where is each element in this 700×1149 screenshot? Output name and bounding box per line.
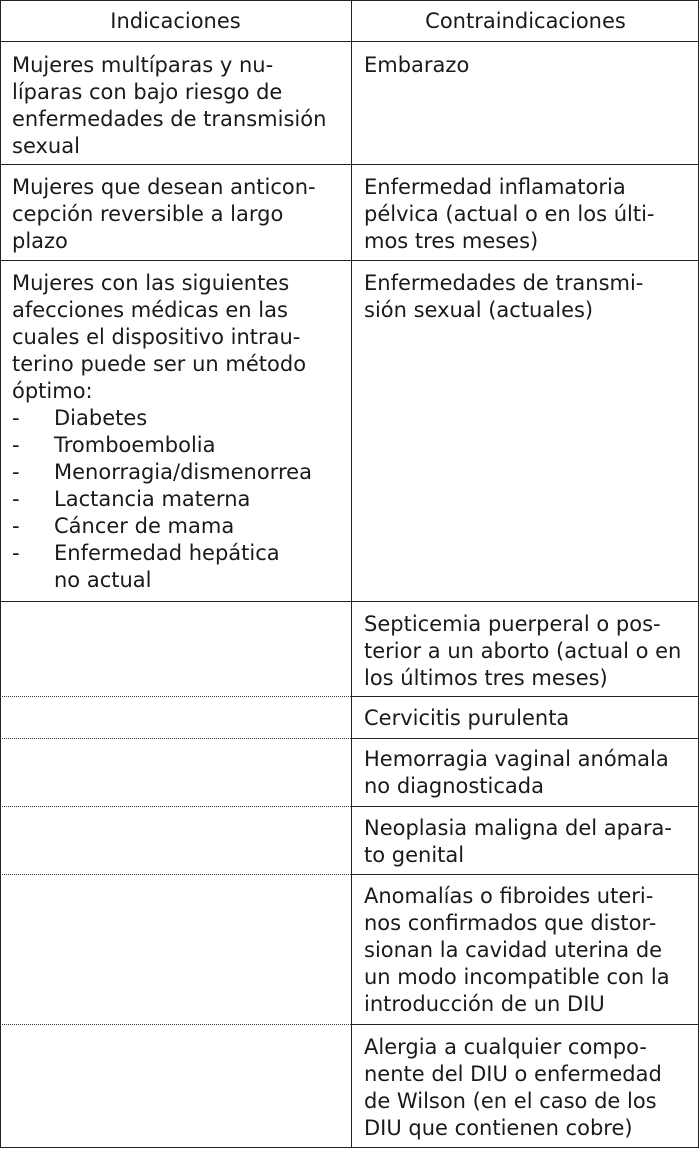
bullet-dash: -: [12, 460, 20, 484]
condition-list: [12, 405, 345, 594]
header-indications: Indicaciones: [110, 9, 241, 33]
list-item: [12, 513, 345, 540]
dotted-rule: [0, 1024, 351, 1025]
list-item-label: Enfermedad hepática no actual: [54, 541, 280, 592]
row-rule: [351, 738, 699, 739]
row-rule: [351, 1024, 699, 1025]
contraindication-cell: Hemorragia vaginal anómala no diagnosticada: [364, 747, 669, 798]
list-item: [12, 486, 345, 513]
row-rule: [351, 874, 699, 875]
contraindication-cell: Cervicitis purulenta: [364, 706, 570, 730]
row-rule: [351, 806, 699, 807]
indication-cell: Mujeres multíparas y nu- líparas con bajo riesgo de enfermedades de transmisión sexual: [12, 53, 327, 158]
bullet-dash: -: [12, 541, 20, 565]
contraindication-cell: Neoplasia maligna del apara- to genital: [364, 816, 672, 867]
dotted-rule: [0, 696, 351, 697]
contraindication-cell: Anomalías o fibroides uteri- nos confirmados que distor- sionan la cavidad uterina de un modo incompatible con la introducción de un DIU: [364, 884, 670, 1016]
contraindication-cell: Septicemia puerperal o pos- terior a un aborto (actual o en los últimos tres meses): [364, 612, 682, 690]
list-item: [12, 540, 294, 594]
bullet-dash: -: [12, 514, 20, 538]
list-item: [12, 432, 345, 459]
list-item-label: Cáncer de mama: [54, 514, 235, 538]
header-contraindications: Contraindicaciones: [425, 9, 626, 33]
list-item-label: Tromboembolia: [54, 433, 216, 457]
header-rule: [0, 41, 699, 42]
contraindication-cell: Alergia a cualquier compo- nente del DIU o enfermedad de Wilson (en el caso de los DIU que contienen cobre): [364, 1035, 662, 1140]
column-divider: [351, 0, 352, 1148]
list-item-label: Diabetes: [54, 406, 148, 430]
indication-intro: Mujeres con las siguientes afecciones médicas en las cuales el dispositivo intrau- terino puede ser un método óptimo:: [12, 271, 307, 403]
list-item: [12, 405, 345, 432]
list-item: [12, 459, 345, 486]
row-rule: [0, 260, 699, 261]
indication-cell: [12, 270, 345, 594]
list-item-label: Lactancia materna: [54, 487, 251, 511]
indication-cell: Mujeres que desean anticon- cepción reversible a largo plazo: [12, 175, 316, 253]
bullet-dash: -: [12, 433, 20, 457]
dotted-rule: [0, 806, 351, 807]
contraindication-cell: Enfermedades de transmi- sión sexual (actuales): [364, 271, 644, 322]
row-rule: [0, 164, 699, 165]
dotted-rule: [0, 738, 351, 739]
row-rule: [351, 696, 699, 697]
row-rule: [0, 601, 699, 602]
contraindication-cell: Enfermedad inflamatoria pélvica (actual o en los últi- mos tres meses): [364, 175, 655, 253]
bullet-dash: -: [12, 406, 20, 430]
list-item-label: Menorragia/dismenorrea: [54, 460, 312, 484]
contraindication-cell: Embarazo: [364, 53, 470, 77]
dotted-rule: [0, 874, 351, 875]
bullet-dash: -: [12, 487, 20, 511]
